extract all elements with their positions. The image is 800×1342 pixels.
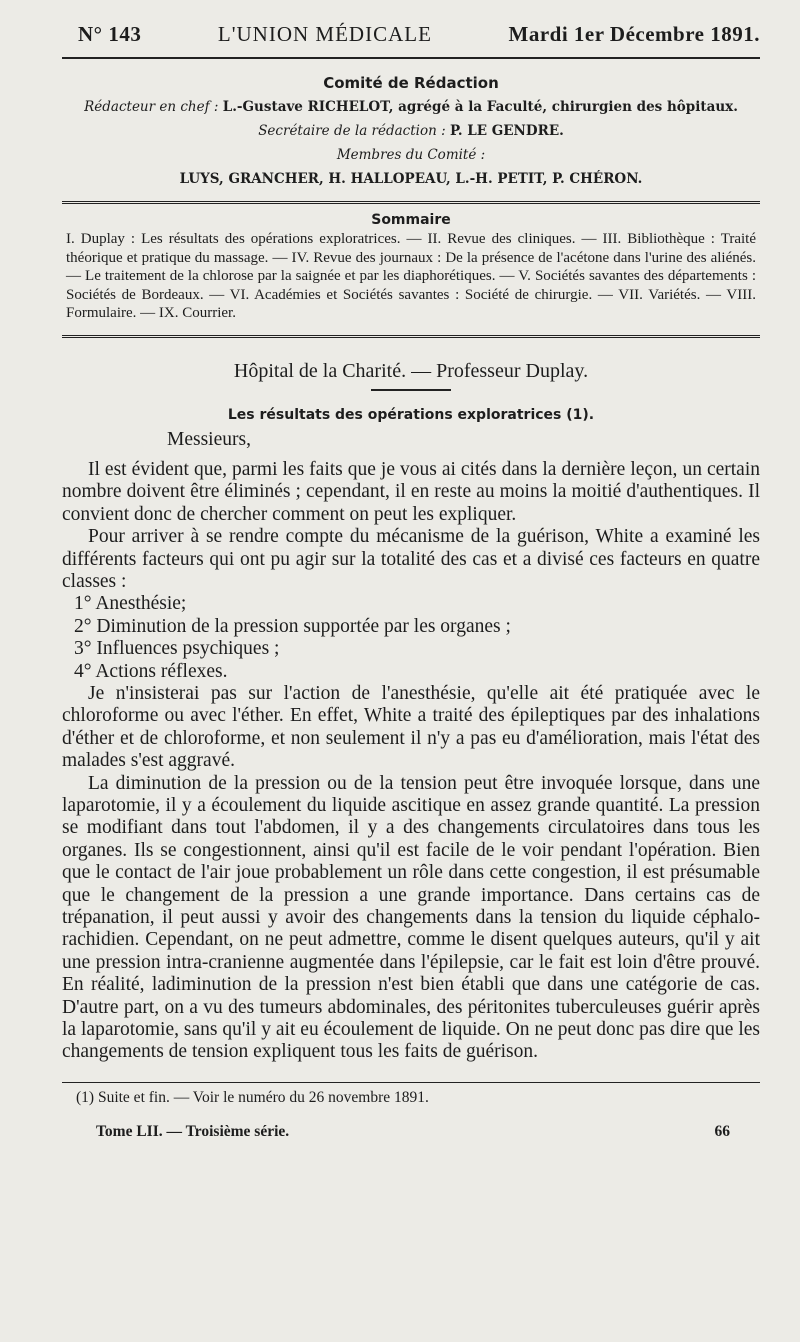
- chief-editor-label: Rédacteur en chef :: [84, 99, 219, 115]
- editorial-committee: [62, 63, 760, 195]
- issue-date: Mardi 1er Décembre 1891.: [508, 22, 760, 46]
- members-label: Membres du Comité :: [336, 147, 486, 163]
- salutation: Messieurs,: [167, 428, 251, 450]
- header-rule: [62, 57, 760, 59]
- paragraph-2: Pour arriver à se rendre compte du mécanisme de la guérison, White a examiné les différents facteurs qui ont pu agir sur la totalité des cas et a divisé ces facteurs en quatre classes :: [62, 526, 760, 592]
- volume-label: Tome LII. — Troisième série.: [96, 1122, 290, 1140]
- hospital-rule: [371, 389, 451, 391]
- page-footer: [62, 1123, 760, 1141]
- summary-text: I. Duplay : Les résultats des opérations exploratrices. — II. Revue des cliniques. — III. Bibliothèque : Traité théorique et pratique du massage. — IV. Revue des journaux : De la présence de l'acétone dans l'urine des aliénés. — Le traitement de la chlorose par la saignée et par les diaphorétiques. — V. Sociétés savantes des départements : Sociétés de Bordeaux. — VI. Académies et Sociétés savantes : Société de chirurgie. — VII. Variétés. — VIII. Formulaire. — IX. Courrier.: [66, 231, 756, 321]
- paragraph-4: La diminution de la pression ou de la tension peut être invoquée lorsque, dans une laparotomie, il y a écoulement du liquide ascitique en assez grande quantité. La pression se modifiant dans tout l'abdomen, il y a des changements circulatoires dans tous les organes. Ils se congestionnent, ainsi qu'il est facile de le voir pendant l'opération. Bien que le contact de l'air joue probablement un rôle dans cette congestion, il est présumable que le changement de la pression a une grande importance. Dans certains cas de trépanation, il peut aussi y avoir des changements dans la tension du liquide céphalo-rachidien. Cependant, on ne peut admettre, comme le disent quelques auteurs, qu'il y ait une pression intra-cranienne augmentée dans l'épilepsie, car le fait est loin d'être prouvé. En réalité, ladiminution de la pression n'est bien établi que dans une catégorie de cas. D'autre part, on a vu des tumeurs abdominales, des péritonites tuberculeuses guérir après la laparotomie, sans qu'il y ait eu écoulement de liquide. On ne peut donc pas dire que les changements de tension expliquent tous les faits de guérison.: [62, 772, 760, 1063]
- paragraph-3: Je n'insisterai pas sur l'action de l'anesthésie, qu'elle ait été pratiquée avec le chloroforme ou avec l'éther. En effet, White a traité des épileptiques par des inhalations d'éther et de chloroforme, et non seulement il n'y a pas eu d'amélioration, mais l'état des malades s'est aggravé.: [62, 682, 760, 772]
- footnote: (1) Suite et fin. — Voir le numéro du 26 novembre 1891.: [76, 1088, 429, 1106]
- article-title: Les résultats des opérations exploratrices (1).: [227, 406, 595, 423]
- list-item: 2° Diminution de la pression supportée par les organes ;: [74, 615, 511, 637]
- secretary-name: P. LE GENDRE.: [449, 123, 564, 139]
- list-item: 1° Anesthésie;: [74, 593, 187, 615]
- article-body: [62, 429, 760, 1064]
- hospital-heading: Hôpital de la Charité. — Professeur Duplay.: [233, 359, 589, 382]
- page-number: 66: [714, 1122, 730, 1140]
- masthead: [62, 22, 760, 53]
- secretary-label: Secrétaire de la rédaction :: [258, 123, 446, 139]
- chief-editor-name: L.-Gustave RICHELOT, agrégé à la Faculté, chirurgien des hôpitaux.: [222, 99, 738, 115]
- summary-heading: Sommaire: [371, 212, 451, 228]
- members-list: LUYS, GRANCHER, H. HALLOPEAU, L.-H. PETIT, P. CHÉRON.: [179, 171, 643, 187]
- list-item: 4° Actions réflexes.: [74, 660, 228, 682]
- footnote-rule: [62, 1082, 760, 1083]
- paragraph-1: Il est évident que, parmi les faits que je vous ai cités dans la dernière leçon, un certain nombre doivent être éliminés ; cependant, il en reste au moins la moitié d'authentiques. Il convient donc de chercher comment on peut les expliquer.: [62, 458, 760, 525]
- chief-editor-line: [62, 95, 760, 119]
- committee-rule: [62, 201, 760, 204]
- factor-list: [62, 593, 760, 683]
- issue-number: N° 143: [78, 22, 142, 46]
- list-item: 3° Influences psychiques ;: [74, 638, 280, 660]
- secretary-line: [62, 119, 760, 143]
- committee-heading: Comité de Rédaction: [323, 74, 499, 92]
- summary-rule: [62, 335, 760, 338]
- journal-title: L'UNION MÉDICALE: [217, 22, 432, 46]
